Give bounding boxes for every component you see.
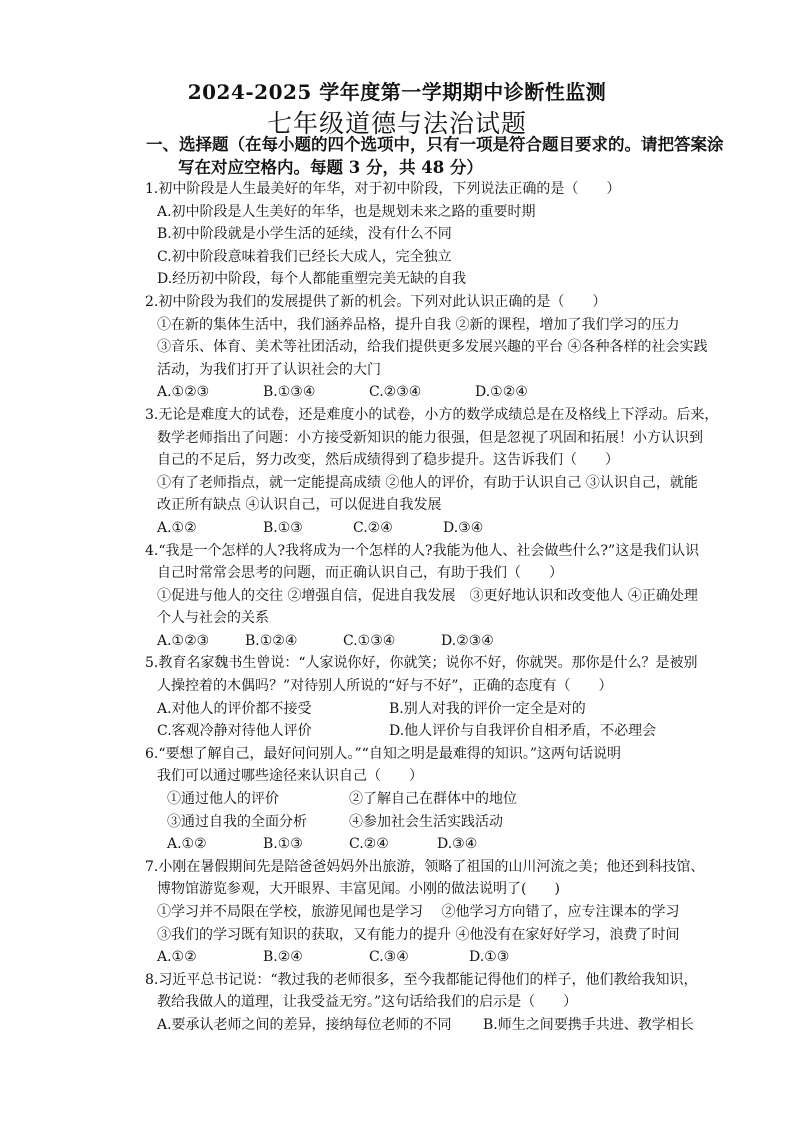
statement-line: ①促进与他人的交往 ②增强自信，促进自我发展 ③更好地认识和改变他人 ④正确处理 [157, 587, 698, 604]
statement-line: ③我们的学习既有知识的获取，又有能力的提升 ④他没有在家好好学习，浪费了时间 [157, 926, 680, 943]
question-stem-cont: 人操控着的木偶吗？”对待别人所说的“好与不好”，正确的态度有（ ） [157, 678, 613, 695]
options-row [145, 381, 765, 404]
statement-line: 活动，为我们打开了认识社会的大门 [157, 361, 381, 378]
option-d: D.②③④ [441, 632, 494, 649]
option-a: A.①②③ [157, 384, 210, 401]
option-c: C.②③④ [369, 384, 422, 401]
question-1 [145, 178, 765, 291]
question-5 [145, 652, 765, 742]
option-b: B.师生之间要携手共进、教学相长 [483, 1016, 694, 1033]
question-stem-cont: 自己的不足后，努力改变，然后成绩得到了稳步提升。这告诉我们（ ） [157, 452, 619, 469]
question-7 [145, 856, 765, 969]
option-a: A.对他人的评价都不接受 [157, 700, 312, 717]
question-stem-cont: 我们可以通过哪些途径来认识自己（ ） [157, 768, 423, 785]
option-a: A.①② [157, 519, 197, 536]
option-a: A.要承认老师之间的差异，接纳每位老师的不同 [157, 1016, 452, 1033]
option-a: A.初中阶段是人生美好的年华，也是规划未来之路的重要时期 [157, 203, 536, 220]
question-stem: 3.无论是难度大的试卷，还是难度小的试卷，小方的数学成绩总是在及格线上下浮动。后来， [145, 406, 719, 423]
question-stem: 4.“我是一个怎样的人?我将成为一个怎样的人?我能为他人、社会做些什么?”这是我们认识 [145, 542, 700, 559]
question-8 [145, 969, 765, 1037]
option-d: D.他人评价与自我评价自相矛盾，不必理会 [389, 723, 657, 740]
statement-3: ③通过自我的全面分析 [167, 813, 307, 830]
options-row [145, 720, 765, 743]
options-row [145, 1014, 765, 1037]
statement-line: 改正所有缺点 ④认识自己，可以促进自我发展 [157, 497, 442, 514]
option-b: B.①③ [263, 519, 303, 536]
option-c: C.初中阶段意味着我们已经长大成人，完全独立 [157, 248, 452, 265]
options-row [145, 517, 765, 540]
option-a: A.①② [157, 949, 197, 966]
question-stem-cont: 教给我做人的道理，让我受益无穷。”这句话给我们的启示是（ ） [157, 994, 578, 1011]
statement-line: 个人与社会的关系 [157, 610, 269, 627]
question-4 [145, 540, 765, 653]
option-c: C.②④ [349, 836, 389, 853]
statement-line: ①在新的集体生活中，我们涵养品格，提升自我 ②新的课程，增加了我们学习的压力 [157, 316, 680, 333]
option-d: D.经历初中阶段，每个人都能重塑完美无缺的自我 [157, 271, 467, 288]
statement-1: ①通过他人的评价 [167, 791, 279, 808]
question-stem-cont: 数学老师指出了问题：小方接受新知识的能力很强，但是忽视了巩固和拓展！小方认识到 [157, 429, 703, 446]
question-stem-cont: 博物馆游览参观，大开眼界、丰富见闻。小刚的做法说明了( ) [157, 881, 560, 898]
exam-subtitle: 七年级道德与法治试题 [266, 109, 527, 138]
statement-line: ①学习并不局限在学校，旅游见闻也是学习 ②他学习方向错了，应专注课本的学习 [157, 904, 680, 920]
statement-2: ②了解自己在群体中的地位 [349, 791, 517, 808]
statement-4: ④参加社会生活实践活动 [349, 813, 503, 830]
question-stem-cont: 自己时常常会思考的问题，而正确认识自己，有助于我们（ ） [157, 565, 563, 582]
question-2 [145, 291, 765, 404]
question-6 [145, 743, 765, 856]
option-d: D.①②④ [475, 384, 528, 401]
option-b: B.②④ [263, 949, 303, 966]
question-stem: 7.小刚在暑假期间先是陪爸爸妈妈外出旅游，领略了祖国的山川河流之美；他还到科技馆、 [145, 858, 705, 875]
question-stem: 1.初中阶段是人生最美好的年华，对于初中阶段，下列说法正确的是（ ） [145, 181, 621, 197]
question-stem: 5.教育名家魏书生曾说：“人家说你好，你就笑；说你不好，你就哭。那你是什么？是被别 [145, 655, 698, 672]
statement-line: ③音乐、体育、美术等社团活动，给我们提供更多发展兴趣的平台 ④各种各样的社会实践 [157, 339, 708, 356]
option-b: B.①③ [263, 836, 303, 853]
question-list [145, 178, 765, 1037]
statements-row [145, 788, 765, 811]
option-b: B.①③④ [263, 384, 316, 401]
option-c: C.客观冷静对待他人评价 [157, 723, 312, 740]
option-d: D.①③ [469, 949, 510, 966]
option-c: C.③④ [369, 949, 409, 966]
options-row [145, 946, 765, 969]
section-heading-line1: 一、选择题（在每小题的四个选项中，只有一项是符合题目要求的。请把答案涂 [146, 135, 724, 154]
option-a: A.①② [167, 836, 207, 853]
question-stem: 2.初中阶段为我们的发展提供了新的机会。下列对此认识正确的是（ ） [145, 293, 607, 310]
section-heading [146, 133, 766, 179]
options-row [145, 833, 765, 856]
option-b: B.①②④ [245, 632, 298, 649]
question-3 [145, 404, 765, 540]
option-a: A.①②③ [157, 632, 210, 649]
option-d: D.③④ [437, 836, 478, 853]
exam-title: 2024-2025 学年度第一学期期中诊断性监测 [187, 80, 607, 104]
section-heading-line2: 写在对应空格内。每题 3 分，共 48 分） [178, 158, 483, 177]
option-d: D.③④ [443, 519, 484, 536]
options-row [145, 630, 765, 653]
question-stem: 6.“要想了解自己，最好问问别人。”“自知之明是最难得的知识。”这两句话说明 [145, 745, 621, 762]
option-c: C.①③④ [343, 632, 396, 649]
option-c: C.②④ [353, 519, 393, 536]
statement-line: ①有了老师指点，就一定能提高成绩 ②他人的评价，有助于认识自己 ③认识自己，就能 [157, 474, 698, 491]
question-stem: 8.习近平总书记说：“教过我的老师很多，至今我都能记得他们的样子，他们教给我知识， [145, 971, 698, 988]
options-row [145, 698, 765, 721]
option-b: B.别人对我的评价一定全是对的 [389, 700, 586, 717]
statements-row [145, 811, 765, 834]
option-b: B.初中阶段就是小学生活的延续，没有什么不同 [157, 226, 452, 243]
